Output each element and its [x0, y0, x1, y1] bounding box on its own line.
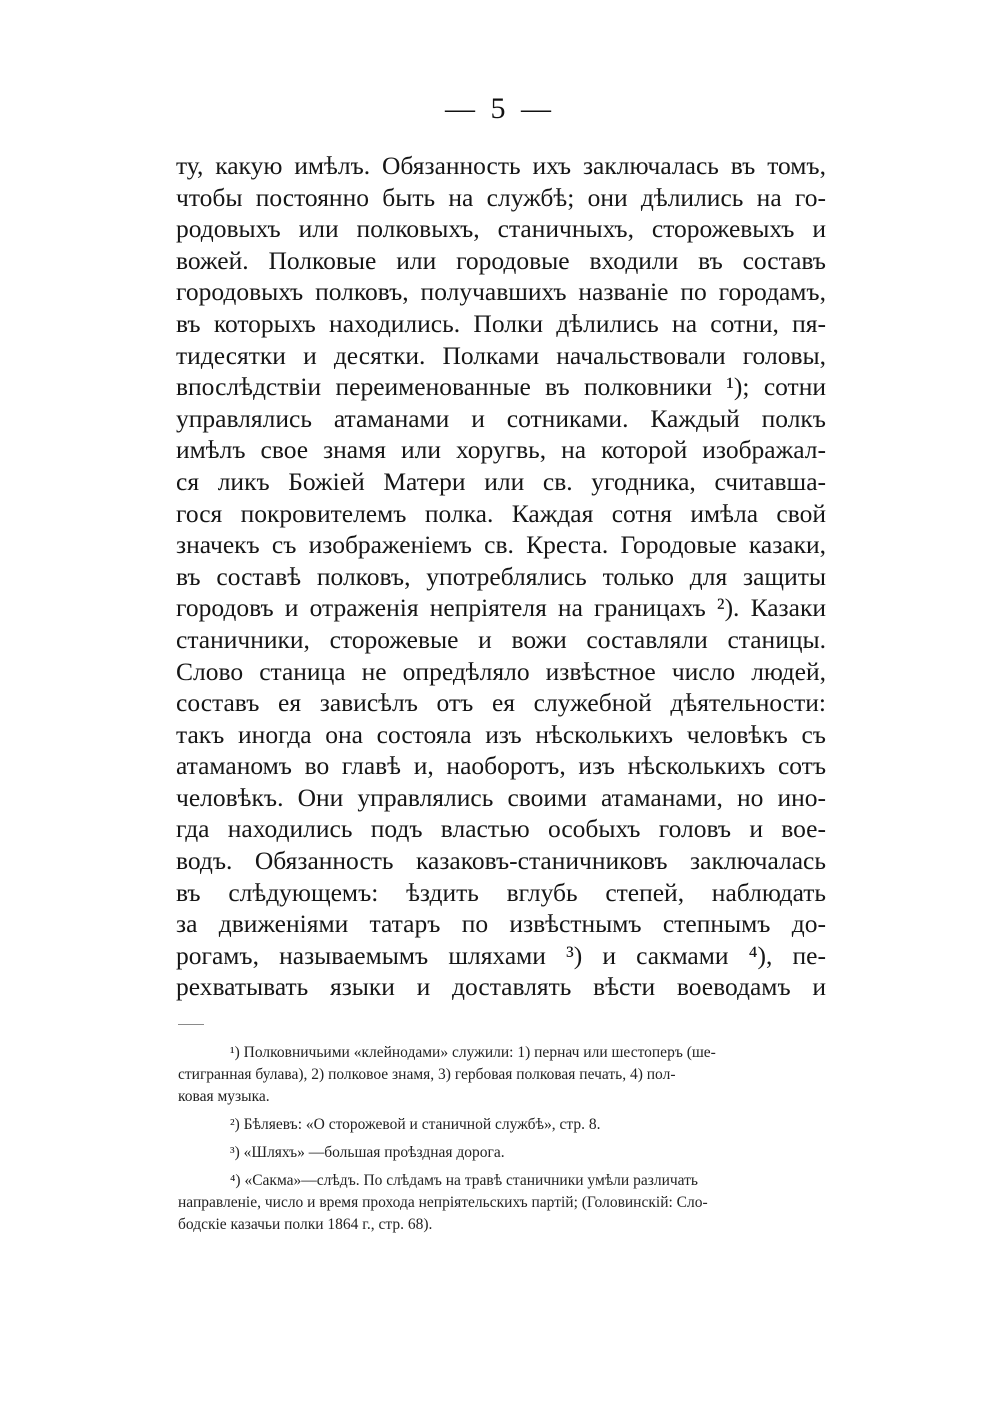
footnotes: [178, 1042, 824, 1242]
main-text: [176, 150, 826, 1003]
footnote-line: ¹) Полковничьими «клейнодами» служили: 1) пернач или шестоперъ (ше-: [230, 1044, 716, 1061]
footnote-1: [178, 1042, 824, 1108]
text-line: ту, какую имѣлъ. Обязанность ихъ заключалась въ томъ,: [176, 151, 826, 180]
text-line: такъ иногда она состояла изъ нѣсколькихъ человѣкъ съ: [176, 719, 826, 749]
text-line: впослѣдствіи переименованные въ полковники ¹); сотни: [176, 372, 826, 402]
text-line: станичники, сторожевые и вожи составляли станицы.: [176, 624, 826, 654]
text-line: родовыхъ или полковыхъ, станичныхъ, сторожевыхъ и: [176, 214, 826, 244]
text-line: за движеніями татаръ по извѣстнымъ степнымъ до-: [176, 909, 826, 939]
page-number: — 5 —: [445, 92, 555, 125]
text-line: чтобы постоянно быть на службѣ; они дѣлились на го-: [176, 182, 826, 212]
text-line: вожей. Полковые или городовые входили въ составъ: [176, 245, 826, 275]
text-line: городовъ и отраженія непріятеля на границахъ ²). Казаки: [176, 593, 826, 623]
text-line: рогамъ, называемымъ шляхами ³) и сакмами ⁴), пе-: [176, 940, 826, 970]
text-line: имѣлъ свое знамя или хоругвь, на которой изображал-: [176, 435, 826, 465]
footnote-2: [178, 1114, 824, 1136]
footnote-4: [178, 1170, 824, 1236]
text-line: гося покровителемъ полка. Каждая сотня имѣла свой: [176, 498, 826, 528]
footnote-line: ковая музыка.: [178, 1088, 270, 1105]
footnote-3: [178, 1142, 824, 1164]
text-line: значекъ съ изображеніемъ св. Креста. Городовые казаки,: [176, 530, 826, 560]
text-line: рехватывать языки и доставлять вѣсти воеводамъ и: [176, 972, 826, 1002]
footnote-line: ⁴) «Сакма»—слѣдъ. По слѣдамъ на травѣ станичники умѣли различать: [230, 1172, 698, 1189]
text-line: водъ. Обязанность казаковъ-станичниковъ заключалась: [176, 846, 826, 876]
text-line: Слово станица не опредѣляло извѣстное число людей,: [176, 656, 826, 686]
footnote-line: стигранная булава), 2) полковое знамя, 3) гербовая полковая печать, 4) пол-: [178, 1066, 676, 1083]
footnote-line: ²) Бѣляевъ: «О сторожевой и станичной службѣ», стр. 8.: [230, 1116, 601, 1133]
footnote-line: ³) «Шляхъ» —большая проѣздная дорога.: [230, 1144, 505, 1161]
text-line: атаманомъ во главѣ и, наоборотъ, изъ нѣсколькихъ сотъ: [176, 751, 826, 781]
text-line: ся ликъ Божіей Матери или св. угодника, считавша-: [176, 466, 826, 496]
footnote-divider: [178, 1024, 204, 1025]
text-line: управлялись атаманами и сотниками. Каждый полкъ: [176, 403, 826, 433]
text-line: въ слѣдующемъ: ѣздить вглубь степей, наблюдать: [176, 877, 826, 907]
footnote-line: бодскіе казачьи полки 1864 г., стр. 68).: [178, 1216, 433, 1233]
footnote-line: направленіе, число и время прохода непріятельскихъ партій; (Головинскій: Сло-: [178, 1194, 708, 1211]
text-line: тидесятки и десятки. Полками начальствовали головы,: [176, 340, 826, 370]
text-line: въ которыхъ находились. Полки дѣлились на сотни, пя-: [176, 308, 826, 338]
text-line: въ составѣ полковъ, употреблялись только для защиты: [176, 561, 826, 591]
text-line: составъ ея зависѣлъ отъ ея служебной дѣятельности:: [176, 688, 826, 718]
text-line: гда находились подъ властью особыхъ головъ и вое-: [176, 814, 826, 844]
text-line: городовыхъ полковъ, получавшихъ названіе по городамъ,: [176, 277, 826, 307]
text-line: человѣкъ. Они управлялись своими атаманами, но ино-: [176, 782, 826, 812]
